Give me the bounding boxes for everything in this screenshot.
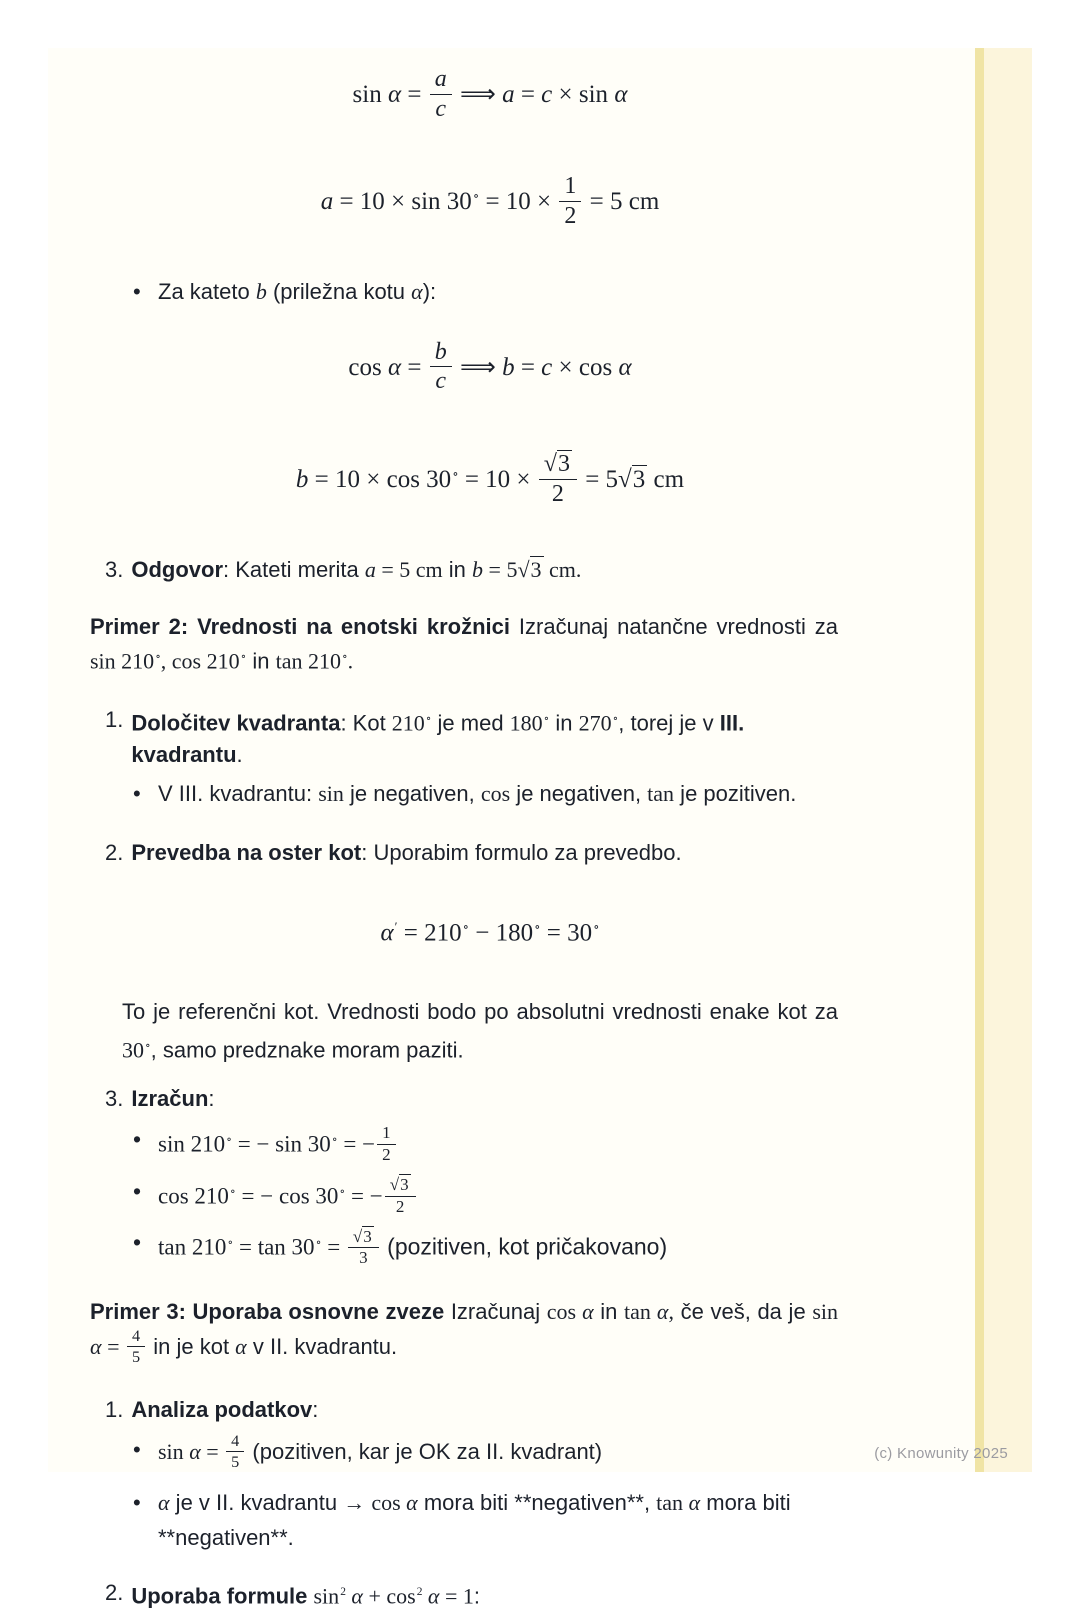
radical-sign-icon: √ bbox=[517, 557, 530, 582]
text-run: α bbox=[351, 1583, 363, 1608]
fraction-denominator bbox=[385, 1197, 416, 1217]
item-number: 3. bbox=[105, 557, 124, 582]
text-run: 4 bbox=[131, 1326, 141, 1346]
text-run: : bbox=[473, 1583, 481, 1608]
radicand bbox=[557, 450, 572, 477]
text-run: + cos bbox=[362, 1583, 416, 1608]
text-run: ∘ bbox=[226, 1132, 232, 1147]
text-run: ∘ bbox=[315, 1235, 322, 1250]
text-run: = bbox=[401, 81, 428, 109]
text-run: ⟹ bbox=[459, 79, 496, 109]
text-run: α bbox=[90, 1334, 102, 1360]
text-run: tan bbox=[656, 1489, 689, 1515]
text-run: α bbox=[614, 81, 628, 109]
text-run: = − cos 30 bbox=[235, 1183, 339, 1209]
text-run: ∘ bbox=[425, 713, 432, 726]
item-number: 2. bbox=[105, 1579, 124, 1605]
bullet-icon: • bbox=[133, 1229, 142, 1256]
fraction-denominator bbox=[559, 202, 581, 230]
radicand bbox=[399, 1174, 411, 1194]
text-run: je pozitiven. bbox=[674, 780, 797, 806]
uporaba-text bbox=[131, 1577, 838, 1611]
odgovor-text bbox=[131, 554, 838, 585]
text-run: Odgovor bbox=[131, 557, 224, 582]
text-run: b bbox=[502, 353, 515, 381]
text-run: : bbox=[208, 1086, 215, 1112]
fraction-denominator bbox=[430, 367, 452, 395]
reference-angle-paragraph bbox=[122, 994, 838, 1067]
bullet-icon: • bbox=[133, 1489, 141, 1515]
text-run: 3 bbox=[400, 1175, 409, 1195]
text-run: α bbox=[656, 1299, 669, 1325]
text-run: , samo predznake moram paziti. bbox=[150, 1037, 464, 1063]
text-run: je negativen, bbox=[510, 780, 648, 806]
numbered-item-uporaba bbox=[90, 1577, 838, 1611]
tan210-formula bbox=[158, 1227, 838, 1270]
text-run: cos bbox=[348, 353, 388, 381]
text-run: a bbox=[502, 81, 515, 109]
text-run: ∘ bbox=[341, 651, 348, 663]
text-run: = 10 × sin 30 bbox=[333, 187, 472, 215]
formula-reference-angle bbox=[90, 912, 890, 948]
text-run: = 5 bbox=[483, 557, 518, 582]
text-run: = bbox=[321, 1235, 346, 1261]
text-run: 3 bbox=[359, 1248, 368, 1268]
text-run: , bbox=[160, 648, 172, 674]
text-run: sin bbox=[313, 1583, 340, 1608]
text-run: b bbox=[295, 466, 309, 494]
text-run: a bbox=[364, 557, 376, 582]
text-run: α bbox=[688, 1489, 701, 1515]
text-run: 3 bbox=[530, 557, 542, 582]
fraction-numerator bbox=[539, 451, 577, 480]
cos210-formula bbox=[158, 1176, 838, 1219]
kvadrant-signs-text bbox=[158, 778, 838, 809]
text-run: je med bbox=[431, 710, 510, 736]
text-run: 3 bbox=[363, 1226, 372, 1246]
text-run: : Kot bbox=[340, 710, 392, 736]
text-run: a bbox=[434, 66, 447, 92]
text-run: ∘ bbox=[145, 1039, 151, 1052]
text-run: , torej je v bbox=[618, 710, 720, 736]
text-run: 2 bbox=[551, 481, 564, 508]
bullet-icon: • bbox=[133, 1436, 141, 1462]
text-run: = 10 × cos 30 bbox=[308, 466, 452, 494]
fraction bbox=[539, 451, 577, 508]
text-run: 180 bbox=[509, 710, 543, 736]
text-run: 210 bbox=[391, 710, 425, 736]
fraction bbox=[430, 66, 452, 123]
text-run: sin 210 bbox=[158, 1131, 226, 1157]
bullet-kvadrant-signs bbox=[90, 778, 838, 809]
bullet-sin-alpha-value bbox=[90, 1430, 838, 1473]
text-run: α bbox=[235, 1334, 247, 1360]
text-run: 2 bbox=[340, 1585, 346, 1598]
fraction-denominator bbox=[226, 1452, 244, 1471]
text-run: v II. kvadrantu. bbox=[246, 1334, 398, 1360]
text-run: Primer 2: Vrednosti na enotski krožnici bbox=[90, 614, 510, 639]
text-run: sin bbox=[158, 1439, 190, 1465]
fraction-denominator bbox=[430, 95, 452, 123]
radicand bbox=[632, 465, 648, 493]
bullet-icon: • bbox=[133, 1177, 142, 1204]
text-run: Izračunaj bbox=[444, 1299, 547, 1325]
text-run: α bbox=[380, 918, 394, 946]
text-run: tan 210 bbox=[158, 1235, 227, 1261]
text-run: . bbox=[236, 741, 243, 767]
text-run: 2 bbox=[564, 202, 577, 229]
text-run: × sin bbox=[552, 81, 615, 109]
square-root bbox=[353, 1226, 374, 1246]
text-run: α bbox=[189, 1439, 201, 1465]
text-run: 270 bbox=[578, 710, 612, 736]
text-run: 1 bbox=[382, 1123, 391, 1143]
text-run: mora biti **negativen**, bbox=[417, 1489, 657, 1515]
text-run: 30 bbox=[122, 1037, 144, 1063]
numbered-item-dolocitev bbox=[90, 704, 838, 769]
prevedba-text bbox=[131, 837, 838, 868]
text-run: = bbox=[101, 1334, 125, 1360]
sin210-formula bbox=[158, 1124, 838, 1167]
text-run: = bbox=[401, 353, 428, 381]
text-run: : Kateti merita bbox=[223, 557, 365, 582]
text-run: ∘ bbox=[331, 1132, 338, 1147]
text-run: Primer 3: Uporaba osnovne zveze bbox=[90, 1299, 445, 1325]
text-run: b bbox=[255, 278, 267, 304]
text-run: ⟹ bbox=[459, 351, 496, 381]
bullet-za-kateto-text bbox=[158, 276, 838, 307]
primer3-heading-paragraph bbox=[90, 1294, 838, 1368]
text-run: ∘ bbox=[227, 1235, 234, 1250]
text-run: c bbox=[541, 353, 553, 381]
numbered-item-odgovor bbox=[90, 554, 838, 585]
text-run: tan 210 bbox=[275, 648, 341, 674]
text-run: ∘ bbox=[155, 651, 161, 663]
text-run: in je kot bbox=[147, 1334, 236, 1360]
text-run: = bbox=[514, 81, 542, 109]
fraction bbox=[127, 1327, 145, 1366]
square-root bbox=[517, 556, 543, 582]
item-number: 1. bbox=[105, 1396, 124, 1422]
text-run: 2 bbox=[416, 1585, 423, 1598]
text-run: : Uporabim formulo za prevedbo. bbox=[361, 839, 682, 865]
text-run: = 10 × bbox=[458, 466, 537, 494]
text-run: . bbox=[347, 648, 354, 674]
bullet-cos210 bbox=[90, 1176, 838, 1219]
text-run: , bbox=[668, 1299, 674, 1325]
fraction-denominator bbox=[539, 480, 577, 508]
bullet-icon: • bbox=[133, 1126, 142, 1153]
text-run: Za kateto bbox=[158, 278, 256, 304]
text-run: (pozitiven, kar je OK za II. kvadrant) bbox=[246, 1439, 603, 1465]
text-run: b bbox=[434, 338, 447, 365]
text-run: mora biti **negativen**. bbox=[158, 1489, 791, 1550]
text-run: ∘ bbox=[462, 918, 469, 934]
text-run: = 10 × bbox=[479, 187, 558, 215]
text-run: je negativen, bbox=[343, 780, 481, 806]
copyright-footer: (c) Knowunity 2025 bbox=[874, 1445, 1008, 1462]
izracun-text bbox=[131, 1083, 838, 1114]
fraction bbox=[348, 1228, 379, 1268]
fraction bbox=[385, 1176, 416, 1216]
item-number: 2. bbox=[105, 839, 124, 865]
fraction-numerator bbox=[559, 173, 581, 202]
text-run: 5 bbox=[231, 1451, 240, 1471]
text-run: cos bbox=[371, 1489, 407, 1515]
text-run: cm. bbox=[543, 557, 582, 582]
text-run: = 30 bbox=[540, 918, 593, 946]
text-run: 5 bbox=[131, 1346, 141, 1366]
item-number: 3. bbox=[105, 1086, 124, 1112]
text-run: 1 bbox=[564, 172, 577, 199]
text-run: Izračunaj natančne vrednosti za bbox=[509, 614, 838, 639]
primer2-heading-paragraph bbox=[90, 611, 838, 676]
text-run: = tan 30 bbox=[233, 1235, 315, 1261]
text-run: α bbox=[427, 1583, 440, 1608]
bullet-icon: • bbox=[133, 278, 141, 304]
fraction-numerator bbox=[127, 1327, 145, 1347]
fraction bbox=[559, 173, 581, 230]
text-run: c bbox=[541, 81, 553, 109]
text-run: je v II. kvadrantu → bbox=[169, 1489, 372, 1515]
square-root bbox=[390, 1174, 411, 1194]
text-run: (priležna kotu bbox=[266, 278, 412, 304]
dolocitev-text bbox=[131, 704, 838, 769]
text-run: α bbox=[411, 278, 423, 304]
text-run: ∘ bbox=[240, 651, 247, 663]
page-accent-stripe bbox=[975, 48, 1032, 1472]
text-run: sin 210 bbox=[90, 648, 155, 674]
text-run: ∘ bbox=[229, 1183, 236, 1198]
formula-cos-definition bbox=[90, 338, 890, 398]
radical-sign-icon: √ bbox=[389, 1175, 400, 1195]
fraction-numerator bbox=[430, 66, 452, 95]
text-run: = bbox=[200, 1439, 225, 1465]
text-run: ∘ bbox=[612, 713, 619, 726]
text-run: α bbox=[406, 1489, 418, 1515]
text-run: 2 bbox=[382, 1145, 391, 1165]
text-run: cos 210 bbox=[171, 648, 240, 674]
sin-alpha-value-text bbox=[158, 1430, 838, 1473]
fraction bbox=[226, 1432, 244, 1471]
text-run: c bbox=[435, 368, 447, 395]
text-run: ∘ bbox=[339, 1183, 346, 1198]
text-run: (pozitiven, kot pričakovano) bbox=[380, 1234, 668, 1261]
radicand bbox=[530, 556, 544, 582]
square-root bbox=[618, 465, 647, 493]
text-run: tan bbox=[647, 780, 675, 806]
text-run: V III. kvadrantu: bbox=[158, 780, 319, 806]
fraction-numerator bbox=[430, 339, 452, 368]
text-run: cos 210 bbox=[158, 1183, 229, 1209]
bullet-za-kateto bbox=[90, 276, 838, 307]
text-run: ∘ bbox=[543, 713, 550, 726]
text-run: To je referenčni kot. Vrednosti bodo po absolutni vrednosti enake kot za bbox=[122, 998, 838, 1024]
text-run: tan bbox=[624, 1299, 657, 1325]
fraction bbox=[377, 1124, 396, 1164]
document-page bbox=[48, 48, 1032, 1608]
text-run: 3 bbox=[557, 451, 570, 478]
alpha-quadrant-text bbox=[158, 1485, 838, 1555]
text-run: = − bbox=[337, 1131, 376, 1157]
page-content bbox=[90, 54, 838, 1611]
formula-a-computation bbox=[90, 172, 890, 232]
fraction-numerator bbox=[377, 1124, 396, 1145]
text-run: 4 bbox=[231, 1430, 240, 1450]
text-run: in bbox=[549, 710, 579, 736]
text-run: = − bbox=[345, 1183, 383, 1209]
text-run: b bbox=[472, 557, 484, 582]
text-run: sin bbox=[318, 780, 344, 806]
text-run: α bbox=[158, 1489, 170, 1515]
fraction-denominator bbox=[127, 1347, 145, 1366]
text-run: α bbox=[618, 353, 632, 381]
text-run: Uporaba formule bbox=[131, 1583, 314, 1608]
fraction-denominator bbox=[348, 1248, 379, 1268]
text-run: ): bbox=[422, 278, 437, 304]
square-root bbox=[544, 450, 572, 477]
text-run: a bbox=[320, 187, 334, 215]
text-run: ′ bbox=[394, 918, 398, 934]
text-run: c bbox=[435, 95, 447, 122]
bullet-tan210 bbox=[90, 1227, 838, 1270]
text-run: cm bbox=[647, 466, 685, 494]
text-run: = 210 bbox=[397, 918, 462, 946]
text-run: ∘ bbox=[472, 187, 480, 203]
analiza-text bbox=[131, 1394, 838, 1425]
text-run: Izračun bbox=[131, 1086, 209, 1112]
text-run: sin bbox=[812, 1299, 838, 1325]
text-run: = bbox=[514, 353, 542, 381]
radical-sign-icon: √ bbox=[352, 1226, 363, 1246]
text-run: × cos bbox=[552, 353, 619, 381]
text-run: sin bbox=[352, 81, 388, 109]
text-run: = 1 bbox=[439, 1583, 474, 1608]
text-run: Prevedba na oster kot bbox=[131, 839, 362, 865]
fraction-numerator bbox=[348, 1228, 379, 1249]
text-run: 2 bbox=[395, 1196, 405, 1216]
text-run: ∘ bbox=[452, 466, 459, 482]
fraction-numerator bbox=[385, 1176, 416, 1197]
text-run: cos bbox=[546, 1299, 583, 1325]
bullet-alpha-quadrant bbox=[90, 1485, 838, 1555]
text-run: in bbox=[593, 1299, 625, 1325]
text-run: = 5 bbox=[578, 466, 619, 494]
text-run: cos bbox=[480, 780, 511, 806]
text-run: α bbox=[387, 81, 402, 109]
text-run: ∘ bbox=[593, 918, 600, 934]
text-run: in bbox=[246, 648, 276, 674]
text-run: = 5 cm bbox=[375, 557, 443, 582]
numbered-item-izracun bbox=[90, 1083, 838, 1114]
fraction-denominator bbox=[377, 1145, 396, 1165]
bullet-sin210 bbox=[90, 1124, 838, 1167]
text-run: če veš, da je bbox=[673, 1299, 813, 1325]
radical-sign-icon: √ bbox=[543, 451, 557, 478]
text-run: − 180 bbox=[468, 918, 534, 946]
fraction bbox=[430, 339, 452, 396]
text-run: ∘ bbox=[534, 918, 541, 934]
text-run: : bbox=[312, 1396, 319, 1422]
text-run: α bbox=[582, 1299, 594, 1325]
text-run: Analiza podatkov bbox=[131, 1396, 313, 1422]
formula-sin-definition bbox=[90, 68, 890, 125]
text-run: 3 bbox=[632, 466, 646, 494]
text-run: = 5 cm bbox=[583, 187, 660, 215]
radical-sign-icon: √ bbox=[618, 466, 632, 494]
text-run: = − sin 30 bbox=[231, 1131, 331, 1157]
fraction-numerator bbox=[226, 1432, 244, 1452]
text-run: Določitev kvadranta bbox=[131, 710, 341, 736]
numbered-item-analiza bbox=[90, 1394, 838, 1425]
formula-b-computation bbox=[90, 453, 890, 510]
numbered-item-prevedba bbox=[90, 837, 838, 868]
radicand bbox=[362, 1226, 374, 1246]
text-run: α bbox=[387, 353, 402, 381]
bullet-icon: • bbox=[133, 780, 141, 806]
item-number: 1. bbox=[105, 707, 124, 733]
text-run: III. kvadrantu bbox=[131, 710, 745, 767]
text-run: in bbox=[442, 557, 473, 582]
